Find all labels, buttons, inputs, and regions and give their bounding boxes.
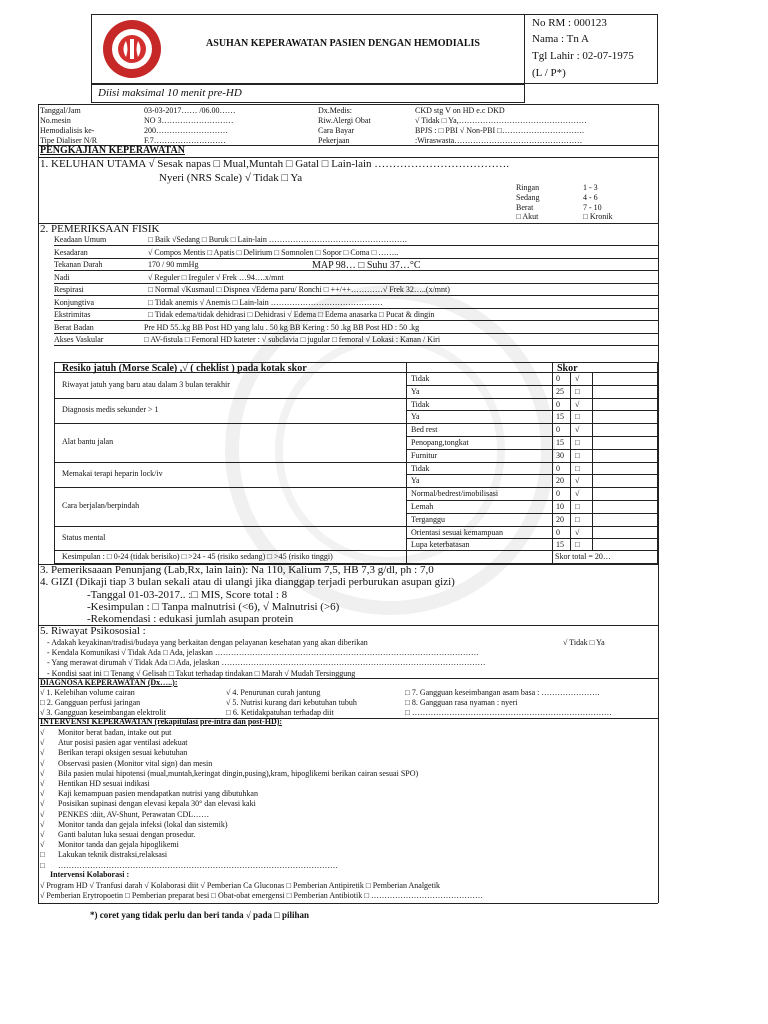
fisik-value: MAP 98… □ Suhu 37…°C xyxy=(312,260,421,271)
fall-risk-title: Resiko jatuh (Morse Scale) ,√ ( cheklist ) pada kotak skor xyxy=(62,363,307,374)
gizi-kesimpulan: -Kesimpulan : □ Tanpa malnutrisi (<6), √ Malnutrisi (>6) xyxy=(87,601,340,613)
fisik-label: Berat Badan xyxy=(54,323,94,332)
intervensi-item: Posisikan supinasi dengan elevasi kepala 30° dan elevasi kaki xyxy=(58,799,256,808)
fall-risk-score: 0 xyxy=(556,425,560,434)
rule xyxy=(54,372,658,373)
kolaborasi-title: Intervensi Kolaborasi : xyxy=(50,870,130,879)
fall-risk-score: 15 xyxy=(556,438,564,447)
intervensi-check[interactable]: □ xyxy=(40,861,45,870)
psiko-merawat: - Yang merawat dirumah √ Tidak Ada □ Ada, jelaskan ……………………………………………………………………………………… xyxy=(47,658,486,667)
no-rm: No RM : 000123 xyxy=(532,17,607,29)
rule xyxy=(406,449,658,450)
rule xyxy=(406,362,407,564)
fall-risk-score: 30 xyxy=(556,451,564,460)
intervensi-item: …………………………………………………………………………………………… xyxy=(58,861,338,870)
fisik-label: Tekanan Darah xyxy=(54,260,103,269)
info-label: No.mesin xyxy=(40,116,71,125)
rule xyxy=(54,283,658,284)
fall-risk-factor: Status mental xyxy=(62,533,106,542)
info-label: Hemodialisis ke- xyxy=(40,126,95,135)
kesimpulan: Kesimpulan : □ 0-24 (tidak berisiko) □ >24 - 45 (risiko sedang) □ >45 (risiko tinggi) xyxy=(62,552,333,561)
intervensi-check[interactable]: √ xyxy=(40,830,45,839)
rule xyxy=(38,903,658,904)
rule xyxy=(38,104,658,105)
rule xyxy=(54,423,658,424)
diagnosa-item: □ 8. Gangguan rasa nyaman : nyeri xyxy=(405,698,518,707)
diagnosa-item: √ 4. Penurunan curah jantung xyxy=(226,688,321,697)
fall-risk-factor: Riwayat jatuh yang baru atau dalam 3 bulan terakhir xyxy=(62,380,230,389)
patient-name: Nama : Tn A xyxy=(532,33,589,45)
rule xyxy=(552,362,553,564)
fall-risk-table xyxy=(54,362,658,564)
kolaborasi-line: √ Pemberian Erytropoetin □ Pemberian preparat besi □ Obat-obat emergensi □ Pemberian Antibiotik □ …………………………………… xyxy=(40,891,484,900)
info-value: F.7……………………… xyxy=(144,136,226,145)
scale-label: Berat xyxy=(516,203,534,212)
fall-risk-option: Tidak xyxy=(411,374,430,383)
fall-risk-check[interactable]: □ xyxy=(575,540,580,549)
intervensi-check[interactable]: □ xyxy=(40,850,45,859)
fisik-label: Konjungtiva xyxy=(54,298,94,307)
fall-risk-factor: Alat bantu jalan xyxy=(62,437,114,446)
rule xyxy=(54,550,658,551)
scale-value: 1 - 3 xyxy=(583,183,598,192)
skor-header: Skor xyxy=(557,363,578,374)
fisik-label: Nadi xyxy=(54,273,70,282)
fisik-value: Pre HD 55..kg BB Post HD yang lalu . 50 kg BB Kering : 50 .kg BB Post HD : 50 .kg xyxy=(144,323,420,332)
psiko-kondisi: - Kondisi saat ini □ Tenang √ Gelisah □ Takut terhadap tindakan □ Marah √ Mudah Tersinggung xyxy=(47,669,356,678)
fall-risk-score: 15 xyxy=(556,412,564,421)
ipdi-logo xyxy=(102,19,162,79)
diagnosa-item: □ 7. Gangguan keseimbangan asam basa : …………………. xyxy=(405,688,600,697)
intervensi-title: INTERVENSI KEPERAWATAN (rekapitulasi pre-intra dan post-HD): xyxy=(40,717,283,726)
info-label: Tanggal/Jam xyxy=(40,106,81,115)
gizi-title: 4. GIZI (Dikaji tiap 3 bulan sekali atau di ulangi jika dianggap terjadi perburukan asupan gizi) xyxy=(40,576,455,588)
fall-risk-score: 20 xyxy=(556,476,564,485)
fall-risk-option: Ya xyxy=(411,412,420,421)
rule xyxy=(54,308,658,309)
rule xyxy=(406,538,658,539)
diagnosa-item: √ 3. Gangguan keseimbangan elektrolit xyxy=(40,708,166,717)
rule xyxy=(658,104,659,903)
fall-risk-check[interactable]: □ xyxy=(575,451,580,460)
fall-risk-option: Tidak xyxy=(411,464,430,473)
psiko-title: 5. Riwayat Psikososial : xyxy=(40,625,146,637)
info-value: CKD stg V on HD e.c DKD xyxy=(415,106,505,115)
rule xyxy=(54,245,658,246)
fisik-value: √ Reguler □ Ireguler √ Frek …94….x/mnt xyxy=(148,273,284,282)
rule xyxy=(406,513,658,514)
info-value: :Wiraswasta………………………………………… xyxy=(415,136,583,145)
keluhan-line: 1. KELUHAN UTAMA √ Sesak napas □ Mual,Muntah □ Gatal □ Lain-lain ………………………………. xyxy=(40,158,510,170)
akut-option: □ Akut xyxy=(516,212,539,221)
fisik-label: Keadaan Umum xyxy=(54,235,107,244)
diagnosa-title: DIAGNOSA KEPERAWATAN (Dx…..): xyxy=(40,678,178,687)
info-label: Cara Bayar xyxy=(318,126,355,135)
nyeri-line: Nyeri (NRS Scale) √ Tidak □ Ya xyxy=(159,172,303,184)
fall-risk-check[interactable]: √ xyxy=(575,476,580,485)
fall-risk-score: 0 xyxy=(556,528,560,537)
rule xyxy=(54,295,658,296)
intervensi-item: Monitor tanda dan gejala hipoglikemi xyxy=(58,840,179,849)
psiko-keyakinan: - Adakah keyakinan/tradisi/budaya yang berkaitan dengan pelayanan kesehatan yang akan diberikan xyxy=(47,638,368,647)
intervensi-check[interactable]: √ xyxy=(40,779,45,788)
gizi-date: -Tanggal 01-03-2017.. :□ MIS, Score total : 8 xyxy=(87,589,288,601)
fall-risk-option: Penopang,tongkat xyxy=(411,438,469,447)
scale-label: Sedang xyxy=(516,193,540,202)
fisik-value: □ Baik √Sedang □ Buruk □ Lain-lain ……………………………………………. xyxy=(148,235,407,244)
kolaborasi-line: √ Program HD √ Tranfusi darah √ Kolaborasi diit √ Pemberian Ca Gluconas □ Pemberian Antipiretik □ Pemberian Analgetik xyxy=(40,881,441,890)
fall-risk-option: Terganggu xyxy=(411,515,445,524)
intervensi-item: Atur posisi pasien agar ventilasi adekuat xyxy=(58,738,188,747)
fall-risk-score: 25 xyxy=(556,387,564,396)
rule xyxy=(54,487,658,488)
fall-risk-score: 10 xyxy=(556,502,564,511)
rule xyxy=(54,462,658,463)
fall-risk-option: Furnitur xyxy=(411,451,438,460)
fall-risk-check[interactable]: □ xyxy=(575,412,580,421)
rule xyxy=(54,398,658,399)
fall-risk-option: Ya xyxy=(411,476,420,485)
fall-risk-factor: Cara berjalan/berpindah xyxy=(62,501,140,510)
fall-risk-check[interactable]: □ xyxy=(575,502,580,511)
gender: (L / P*) xyxy=(532,67,566,79)
intervensi-check[interactable]: √ xyxy=(40,820,45,829)
rule xyxy=(38,104,39,903)
info-value: 200……………………… xyxy=(144,126,228,135)
instruction-text: Diisi maksimal 10 menit pre-HD xyxy=(98,87,242,99)
fisik-value: √ Compos Mentis □ Apatis □ Delirium □ Somnolen □ Sopor □ Coma □ …….. xyxy=(148,248,399,257)
intervensi-check[interactable]: √ xyxy=(40,738,45,747)
rule xyxy=(406,474,658,475)
intervensi-check[interactable]: √ xyxy=(40,840,45,849)
footnote: *) coret yang tidak perlu dan beri tanda √ pada □ pilihan xyxy=(90,910,309,920)
info-value: 03-03-2017…… /06.00…… xyxy=(144,106,236,115)
birth-date: Tgl Lahir : 02-07-1975 xyxy=(532,50,634,62)
fisik-value: □ AV-fistula □ Femoral HD kateter : √ subclavia □ jugular □ femoral √ Lokasi : Kanan / Kiri xyxy=(144,335,441,344)
fall-risk-check[interactable]: √ xyxy=(575,374,580,383)
rule xyxy=(54,258,658,259)
diagnosa-item: √ 5. Nutrisi kurang dari kebutuhan tubuh xyxy=(226,698,357,707)
fisik-label: Respirasi xyxy=(54,285,84,294)
info-label: Riw.Alergi Obat xyxy=(318,116,371,125)
intervensi-item: Monitor tanda dan gejala infeksi (lokal dan sistemik) xyxy=(58,820,228,829)
fall-risk-score: 15 xyxy=(556,540,564,549)
gizi-rekomendasi: -Rekomendasi : edukasi jumlah asupan protein xyxy=(87,613,294,625)
intervensi-item: Hentikan HD sesuai indikasi xyxy=(58,779,150,788)
rule xyxy=(406,410,658,411)
fall-risk-factor: Diagnosis medis sekunder > 1 xyxy=(62,405,159,414)
fall-risk-score: 0 xyxy=(556,374,560,383)
rule xyxy=(54,345,658,346)
intervensi-check[interactable]: √ xyxy=(40,759,45,768)
diagnosa-item: √ 1. Kelebihan volume cairan xyxy=(40,688,135,697)
intervensi-item: Kaji kemampuan pasien mendapatkan nutrisi yang dibutuhkan xyxy=(58,789,258,798)
form-title: ASUHAN KEPERAWATAN PASIEN DENGAN HEMODIALIS xyxy=(206,38,480,49)
fall-risk-option: Tidak xyxy=(411,400,430,409)
fall-risk-factor: Memakai terapi heparin lock/iv xyxy=(62,469,163,478)
kronik-option: □ Kronik xyxy=(583,212,613,221)
fall-risk-check[interactable]: √ xyxy=(575,425,580,434)
scale-label: Ringan xyxy=(516,183,540,192)
intervensi-check[interactable]: √ xyxy=(40,789,45,798)
fall-risk-score: 20 xyxy=(556,515,564,524)
diagnosa-item: □ 2. Gangguan perfusi jaringan xyxy=(40,698,141,707)
fall-risk-option: Bed rest xyxy=(411,425,438,434)
rule xyxy=(54,526,658,527)
rule xyxy=(54,320,658,321)
intervensi-item: PENKES :diit, AV-Shunt, Perawatan CDL…… xyxy=(58,810,210,819)
info-value: BPJS : □ PBI √ Non-PBI □…………………………. xyxy=(415,126,584,135)
fall-risk-option: Orientasi sesuai kemampuan xyxy=(411,528,503,537)
fisik-label: Akses Vaskular xyxy=(54,335,104,344)
penunjang: 3. Pemeriksaaan Penunjang (Lab,Rx, lain lain): Na 110, Kalium 7,5, HB 7,3 g/dl, ph : 7,0 xyxy=(40,564,434,576)
fisik-label: Ekstrimitas xyxy=(54,310,91,319)
fisik-label: Kesadaran xyxy=(54,248,88,257)
rule xyxy=(406,500,658,501)
intervensi-check[interactable]: √ xyxy=(40,799,45,808)
fall-risk-score: 0 xyxy=(556,464,560,473)
intervensi-check[interactable]: √ xyxy=(40,810,45,819)
fall-risk-check[interactable]: □ xyxy=(575,387,580,396)
scale-value: 7 - 10 xyxy=(583,203,602,212)
rule xyxy=(406,385,658,386)
skor-total: Skor total = 20… xyxy=(555,552,611,561)
pengkajian-heading: PENGKAJIAN KEPERAWATAN xyxy=(40,145,185,156)
fall-risk-option: Normal/bedrest/imobilisasi xyxy=(411,489,499,498)
intervensi-item: Bila pasien mulai hipotensi (mual,muntah,keringat dingin,pusing),kram, hipoglikemi berikan cairan sesuai SPO) xyxy=(58,769,419,778)
rule xyxy=(406,436,658,437)
fall-risk-score: 0 xyxy=(556,489,560,498)
fall-risk-option: Lemah xyxy=(411,502,434,511)
info-value: NO 3……………………… xyxy=(144,116,234,125)
psiko-keyakinan-answer: √ Tidak □ Ya xyxy=(563,638,605,647)
info-label: Dx.Medis: xyxy=(318,106,352,115)
fall-risk-option: Ya xyxy=(411,387,420,396)
fall-risk-check[interactable]: □ xyxy=(575,515,580,524)
fisik-value: □ Tidak anemis √ Anemis □ Lain-lain …………………………………… xyxy=(148,298,383,307)
fisik-heading: 2. PEMERIKSAAN FISIK xyxy=(40,223,160,235)
fall-risk-check[interactable]: □ xyxy=(575,464,580,473)
intervensi-check[interactable]: √ xyxy=(40,769,45,778)
fisik-value: □ Tidak edema/tidak dehidrasi □ Dehidrasi √ Edema □ Edema anasarka □ Pucat & dingin xyxy=(148,310,435,319)
fall-risk-check[interactable]: □ xyxy=(575,438,580,447)
fall-risk-check[interactable]: √ xyxy=(575,528,580,537)
intervensi-item: Ganti balutan luka sesuai dengan prosedur. xyxy=(58,830,196,839)
info-label: Pekerjaan xyxy=(318,136,350,145)
intervensi-item: Berikan terapi oksigen sesuai kebutuhan xyxy=(58,748,188,757)
fisik-value: 170 / 90 mmHg xyxy=(148,260,199,269)
scale-value: 4 - 6 xyxy=(583,193,598,202)
fisik-value: □ Normal √Kusmaul □ Dispnea √Edema paru/ Ronchi □ ++/++…………√ Frek 32…..(x/mnt) xyxy=(148,285,450,294)
fall-risk-check[interactable]: √ xyxy=(575,489,580,498)
fall-risk-score: 0 xyxy=(556,400,560,409)
intervensi-check[interactable]: √ xyxy=(40,728,45,737)
info-label: Tipe Dialiser N/R xyxy=(40,136,98,145)
diagnosa-item: □ 6. Ketidakpatuhan terhadap diit xyxy=(226,708,334,717)
intervensi-check[interactable]: √ xyxy=(40,748,45,757)
intervensi-item: Monitor berat badan, intake out put xyxy=(58,728,172,737)
fall-risk-check[interactable]: √ xyxy=(575,400,580,409)
diagnosa-item: □ ………………………………………………………………… xyxy=(405,708,612,717)
intervensi-item: Lakukan teknik distraksi,relaksasi xyxy=(58,850,168,859)
psiko-komunikasi: - Kendala Komunikasi √ Tidak Ada □ Ada, jelaskan ……………………………………………………………………………………… xyxy=(47,648,479,657)
fall-risk-option: Lupa keterbatasan xyxy=(411,540,470,549)
info-value: √ Tidak □ Ya,………………………………………… xyxy=(415,116,587,125)
rule xyxy=(54,333,658,334)
intervensi-item: Observasi pasien (Monitor vital sign) dan mesin xyxy=(58,759,213,768)
